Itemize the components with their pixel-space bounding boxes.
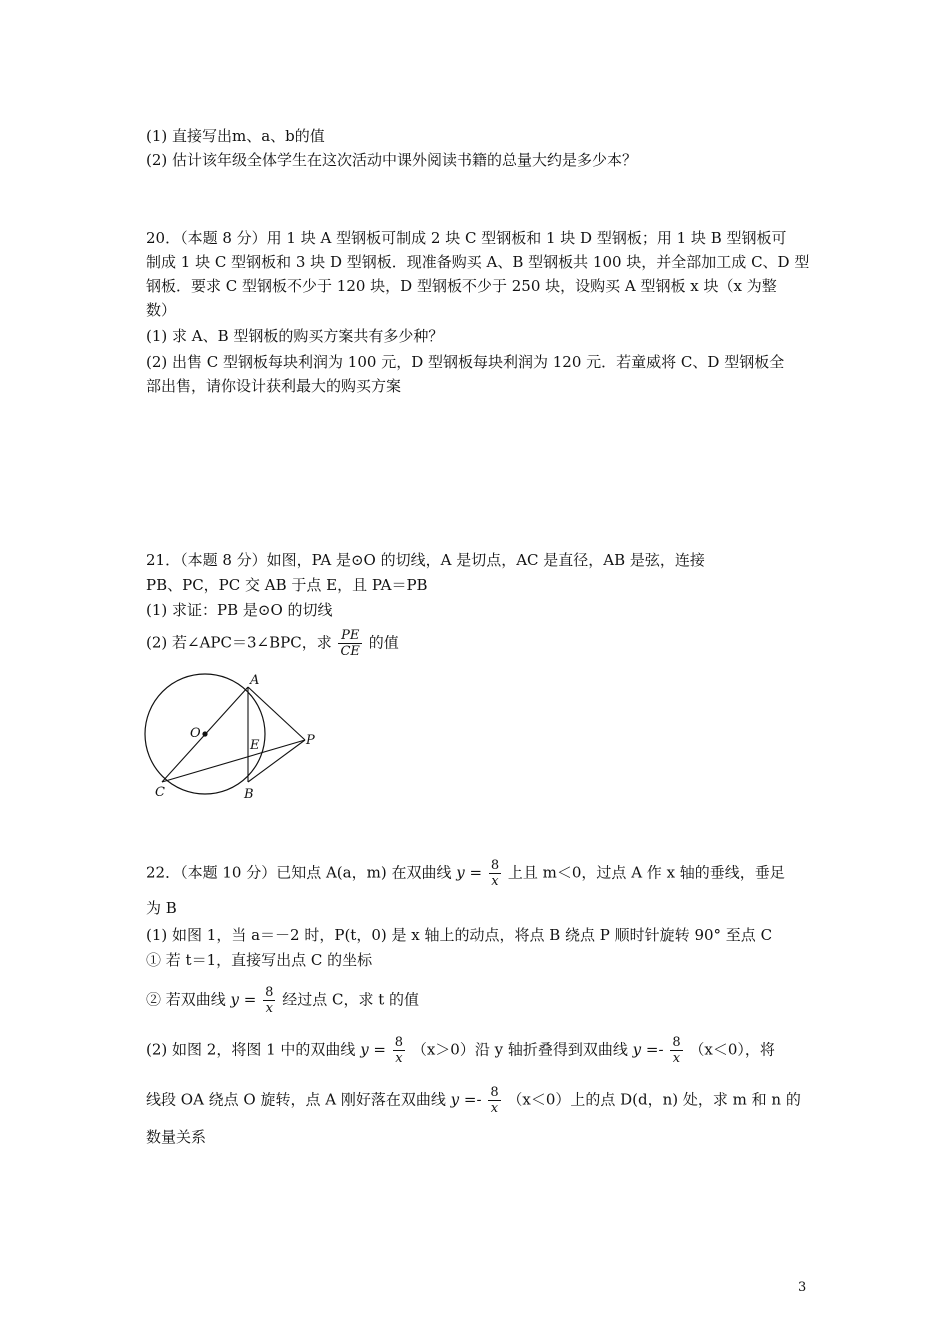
q22-sub2-text: ② 若双曲线 (146, 990, 231, 1009)
fraction-8-over-x (488, 1085, 500, 1116)
fraction-numerator: 8 (394, 1035, 404, 1050)
q21-line1: 21．（本题 8 分）如图，PA 是⊙O 的切线，A 是切点，AC 是直径，AB 是弦，连接 (146, 551, 705, 569)
q22-part2-line2-tail: （x＜0）上的点 D(d，n) 处，求 m 和 n 的 (507, 1090, 801, 1109)
q22-sub1: ① 若 t＝1，直接写出点 C 的坐标 (146, 951, 373, 969)
q21-part2-tail: 的值 (368, 633, 399, 652)
q22-part2-mid: （x＞0）沿 y 轴折叠得到双曲线 (411, 1040, 633, 1059)
equation-y-negative: y =- (632, 1040, 664, 1059)
q20-line2: 制成 1 块 C 型钢板和 3 块 D 型钢板．现准备购买 A、B 型钢板共 100 块，并全部加工成 C、D 型 (146, 253, 810, 271)
equation-y: y = (456, 863, 483, 882)
q22-line1 (146, 858, 785, 889)
label-c: C (155, 785, 165, 800)
label-o: O (190, 726, 201, 741)
fraction-8-over-x (489, 858, 501, 889)
equation-y-negative: y =- (450, 1090, 482, 1109)
q21-part2-text: (2) 若∠APC＝3∠BPC，求 (146, 633, 332, 652)
q22-part2 (146, 1035, 775, 1066)
q22-part2-line3: 数量关系 (146, 1128, 207, 1146)
fraction-8-over-x (670, 1035, 682, 1066)
fraction-8-over-x (393, 1035, 405, 1066)
q20-line3: 钢板．要求 C 型钢板不少于 120 块，D 型钢板不少于 250 块，设购买 A 型钢板 x 块（x 为整 (146, 277, 777, 295)
q22-line1-tail: 上且 m＜0，过点 A 作 x 轴的垂线，垂足 (507, 863, 785, 882)
q20-line1: 20．（本题 8 分）用 1 块 A 型钢板可制成 2 块 C 型钢板和 1 块 D 型钢板；用 1 块 B 型钢板可 (146, 229, 787, 247)
fraction-8-over-x (263, 985, 275, 1016)
fraction-denominator: x (672, 1051, 681, 1066)
q22-sub2 (146, 985, 419, 1016)
circle-tangent-figure (140, 672, 330, 802)
q22-part2-text: (2) 如图 2，将图 1 中的双曲线 (146, 1040, 361, 1059)
fraction-numerator: 8 (265, 985, 274, 1000)
label-e: E (250, 738, 260, 753)
fraction-numerator: PE (338, 628, 361, 644)
segment-pa (248, 687, 305, 740)
q19-part1: (1) 直接写出m、a、b的值 (146, 127, 325, 145)
fraction-denominator: x (491, 874, 499, 889)
q21-part2 (146, 628, 399, 659)
fraction-pe-ce (338, 628, 361, 659)
fraction-numerator: 8 (490, 1085, 499, 1100)
fraction-denominator: CE (340, 644, 360, 659)
fraction-numerator: 8 (490, 858, 500, 873)
q22-part2-line2-text: 线段 OA 绕点 O 旋转，点 A 刚好落在双曲线 (146, 1090, 451, 1109)
q19-part2: (2) 估计该年级全体学生在这次活动中课外阅读书籍的总量大约是多少本？ (146, 151, 638, 169)
label-p: P (306, 733, 315, 748)
fraction-denominator: x (395, 1051, 403, 1066)
q22-part2-tail: （x＜0），将 (689, 1040, 775, 1059)
fraction-denominator: x (265, 1001, 273, 1016)
equation-y: y = (360, 1040, 386, 1059)
segment-pc (162, 740, 305, 782)
q20-line4: 数） (146, 301, 177, 319)
label-a: A (250, 673, 260, 688)
q20-part2b: 部出售，请你设计获利最大的购买方案 (146, 377, 402, 395)
q20-part2a: (2) 出售 C 型钢板每块利润为 100 元，D 型钢板每块利润为 120 元．若童威将 C、D 型钢板全 (146, 353, 785, 371)
center-point (202, 731, 207, 736)
equation-y: y = (230, 990, 257, 1009)
fraction-numerator: 8 (672, 1035, 681, 1050)
q22-sub2-tail: 经过点 C，求 t 的值 (282, 990, 420, 1009)
q22-line2: 为 B (146, 899, 177, 917)
fraction-denominator: x (490, 1101, 499, 1116)
q22-part1: (1) 如图 1，当 a＝－2 时，P(t，0) 是 x 轴上的动点，将点 B 绕点 P 顺时针旋转 90° 至点 C (146, 926, 773, 944)
page-number: 3 (798, 1280, 807, 1295)
label-b: B (244, 787, 254, 802)
q21-line2: PB、PC，PC 交 AB 于点 E，且 PA＝PB (146, 576, 428, 594)
q22-part2-line2 (146, 1085, 801, 1116)
q20-part1: (1) 求 A、B 型钢板的购买方案共有多少种？ (146, 327, 444, 345)
q22-line1-text: 22．（本题 10 分）已知点 A(a，m) 在双曲线 (146, 863, 457, 882)
q21-part1: (1) 求证：PB 是⊙O 的切线 (146, 601, 333, 619)
